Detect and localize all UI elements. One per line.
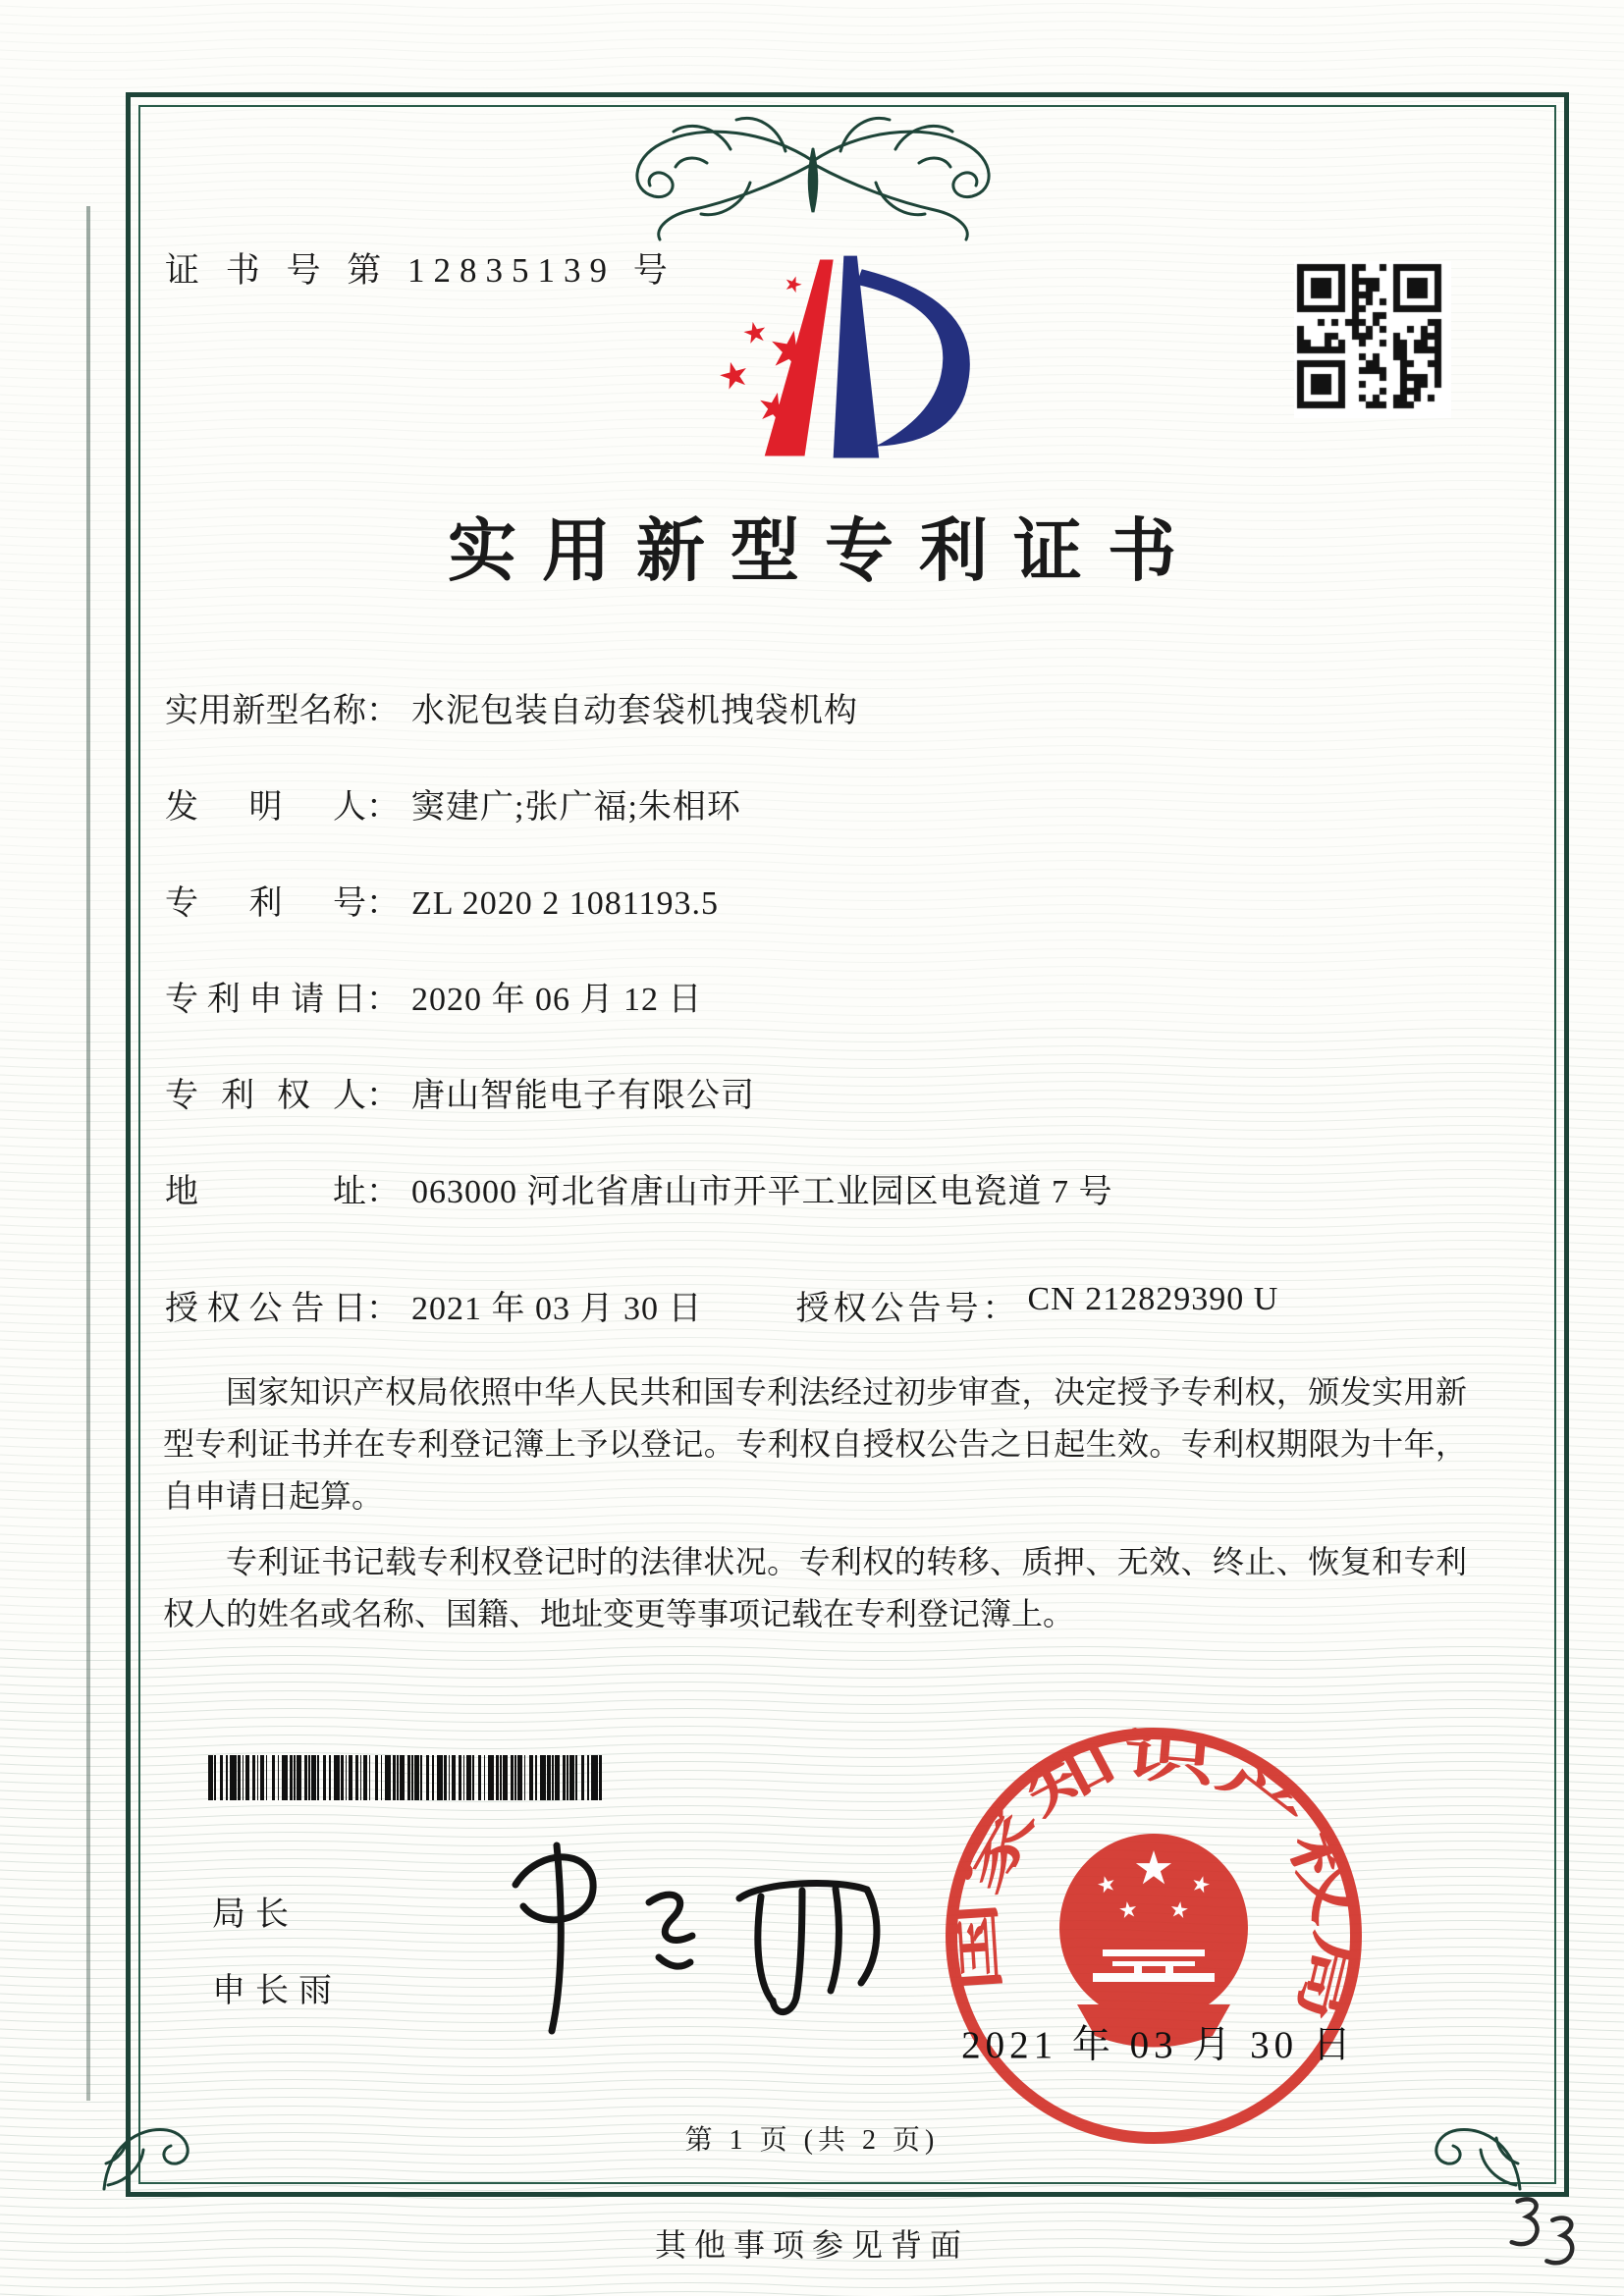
director-name: 申长雨	[212, 1973, 342, 2009]
field-colon: ：	[366, 1174, 400, 1210]
page-edge-shadow	[86, 206, 90, 2101]
grant-number-block	[796, 1281, 1279, 1329]
grant-number-colon: ：	[982, 1291, 1016, 1327]
cnipa-logo-icon	[660, 243, 984, 474]
grant-number-label: 授权公告号	[795, 1291, 983, 1327]
field-filing-date	[165, 978, 1477, 1074]
field-label: 专利申请日	[165, 982, 366, 1018]
border-ornament-icon	[548, 90, 1078, 257]
field-label: 专利号	[165, 885, 366, 922]
grant-number-value: CN 212829390 U	[1027, 1281, 1279, 1317]
certificate-number: 证 书 号 第 12835139 号	[165, 251, 677, 290]
field-colon: ：	[366, 1078, 400, 1114]
field-colon: ：	[366, 982, 400, 1018]
field-label: 实用新型名称	[165, 693, 366, 729]
grant-date-colon: ：	[366, 1291, 400, 1327]
grant-date-value: 2021 年 03 月 30 日	[411, 1291, 703, 1327]
grant-date-label: 授权公告日	[165, 1291, 366, 1327]
field-value: 063000 河北省唐山市开平工业园区电瓷道 7 号	[411, 1174, 1113, 1210]
barcode	[208, 1755, 611, 1800]
official-seal	[938, 1720, 1370, 2152]
director-block	[212, 1877, 342, 2030]
handwritten-note	[1485, 2191, 1593, 2294]
legal-paragraph-2: 专利证书记载专利权登记时的法律状况。专利权的转移、质押、无效、终止、恢复和专利权人的姓名或名称、国籍、地址变更等事项记载在专利登记簿上。	[163, 1544, 1467, 1631]
field-value: ZL 2020 2 1081193.5	[411, 885, 720, 922]
document-title: 实用新型专利证书	[448, 514, 1202, 590]
field-colon: ：	[366, 693, 400, 729]
field-address	[165, 1170, 1477, 1266]
field-colon: ：	[366, 885, 400, 922]
field-patent-number	[165, 881, 1477, 978]
field-value: 唐山智能电子有限公司	[411, 1078, 755, 1114]
page-footer: 第 1 页 (共 2 页)	[684, 2125, 940, 2156]
legal-text	[163, 1366, 1467, 1654]
field-label: 发明人	[165, 789, 366, 826]
qr-code	[1294, 261, 1451, 418]
back-note: 其他事项参见背面	[654, 2227, 969, 2263]
field-value: 水泥包装自动套袋机拽袋机构	[411, 693, 858, 729]
field-patentee	[165, 1074, 1477, 1170]
legal-paragraph-1: 国家知识产权局依照中华人民共和国专利法经过初步审查，决定授予专利权，颁发实用新型专利证书并在专利登记簿上予以登记。专利权自授权公告之日起生效。专利权期限为十年，自申请日起算。	[163, 1374, 1467, 1514]
director-signature	[447, 1828, 928, 2049]
field-list	[165, 689, 1477, 1266]
field-label: 地址	[165, 1174, 366, 1210]
grant-date-block	[165, 1281, 703, 1329]
field-utility-model-name	[165, 689, 1477, 785]
seal-date: 2021 年 03 月 30 日	[961, 2024, 1356, 2066]
director-title: 局长	[212, 1896, 298, 1933]
field-label: 专利权人	[165, 1078, 366, 1114]
field-value: 2020 年 06 月 12 日	[411, 982, 703, 1018]
field-colon: ：	[366, 789, 400, 826]
seal-ring-text: 国家知识产权局	[946, 1725, 1367, 1995]
field-inventors	[165, 785, 1477, 881]
field-value: 窦建广;张广福;朱相环	[411, 789, 741, 826]
grant-row	[165, 1281, 1477, 1329]
